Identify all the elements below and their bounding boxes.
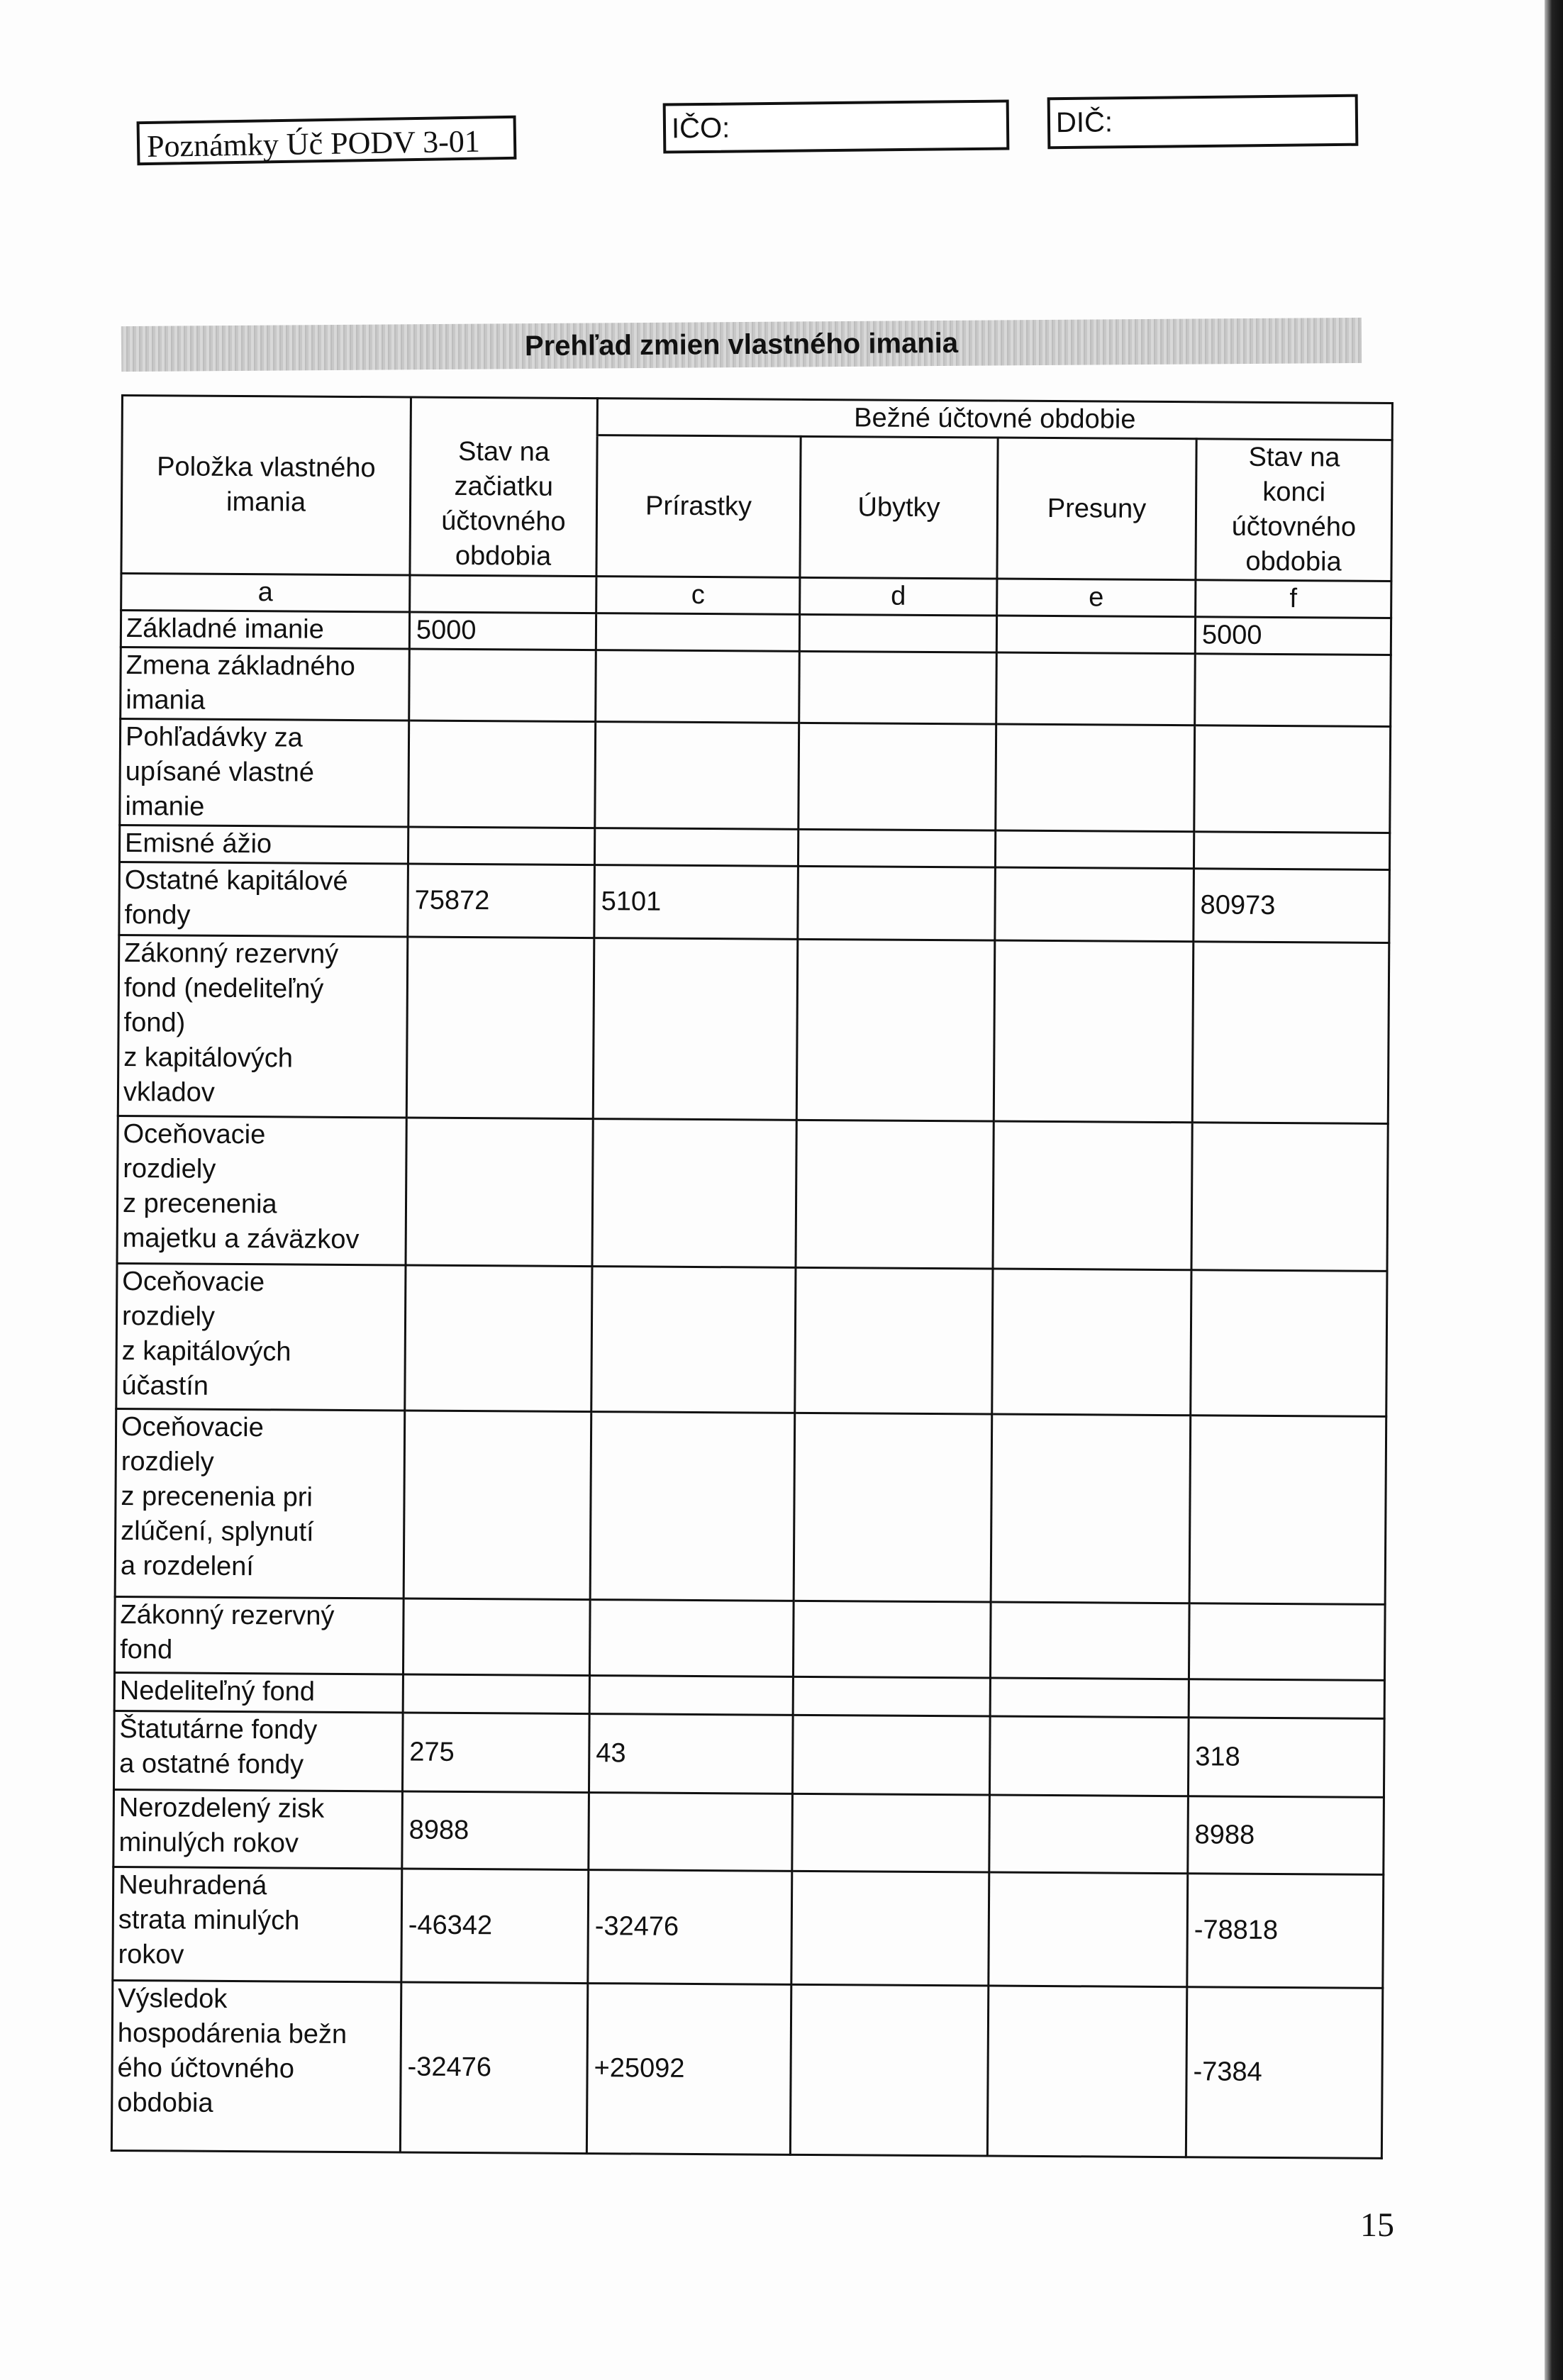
dic-field (1047, 94, 1359, 150)
table-row (121, 647, 1391, 727)
table-row (114, 1596, 1385, 1680)
cell-end (1195, 654, 1391, 727)
cell-start: 275 (402, 1713, 589, 1793)
cell-increase (589, 1793, 793, 1872)
cell-increase (595, 722, 799, 830)
form-code: Poznámky Úč PODV 3-01 (146, 123, 481, 164)
row-label: Oceňovacie rozdiely z kapitálových účastín (116, 1263, 406, 1410)
table-row (118, 935, 1389, 1123)
scan-edge (1545, 0, 1563, 2380)
cell-end: -78818 (1187, 1874, 1384, 1989)
table-row (115, 1408, 1386, 1604)
row-label: Pohľadávky za upísané vlastné imanie (120, 719, 409, 827)
cell-transfers (990, 1678, 1189, 1718)
cell-decrease (799, 723, 996, 830)
letter-b (410, 575, 596, 613)
header-transfers: Presuny (997, 438, 1196, 580)
cell-transfers (989, 1872, 1188, 1987)
cell-start (403, 1598, 590, 1676)
cell-decrease (790, 1984, 988, 2156)
letter-c: c (596, 577, 800, 615)
cell-transfers (993, 1121, 1192, 1270)
cell-start: 5000 (409, 612, 596, 650)
cell-end (1189, 1416, 1386, 1605)
page-number: 15 (1360, 2206, 1394, 2244)
cell-increase (591, 1267, 796, 1413)
cell-increase (592, 1119, 796, 1268)
cell-transfers (996, 616, 1195, 654)
cell-end (1194, 832, 1389, 870)
row-label: Základné imanie (121, 611, 409, 649)
cell-end: 80973 (1194, 869, 1390, 943)
cell-decrease (799, 614, 996, 652)
cell-transfers (996, 652, 1196, 725)
cell-decrease (796, 1120, 994, 1269)
cell-increase (589, 1600, 794, 1677)
cell-end: 5000 (1195, 617, 1391, 655)
cell-increase (594, 828, 798, 867)
cell-transfers (991, 1414, 1191, 1603)
cell-increase: 5101 (594, 865, 799, 940)
letter-a: a (121, 574, 410, 612)
table-row (117, 1116, 1388, 1271)
row-label: Nedeliteľný fond (114, 1672, 403, 1712)
cell-decrease (794, 1413, 992, 1602)
cell-increase (593, 938, 798, 1121)
table-row (113, 1867, 1384, 1988)
header-decrease: Úbytky (800, 436, 998, 579)
cell-end (1191, 1123, 1388, 1272)
cell-increase (590, 1412, 795, 1601)
cell-end (1191, 1270, 1387, 1417)
row-label: Nerozdelený zisk minulých rokov (113, 1789, 403, 1868)
cell-end: -7384 (1186, 1987, 1382, 2159)
table-row (113, 1711, 1384, 1797)
row-label: Ostatné kapitálové fondy (119, 862, 408, 936)
cell-increase: -32476 (588, 1870, 792, 1985)
cell-decrease (798, 866, 996, 940)
equity-changes-table (111, 394, 1394, 2159)
row-label: Zákonný rezervný fond (nedeliteľný fond) z kapitálových vkladov (118, 935, 408, 1117)
form-code-box (137, 116, 517, 165)
row-label: Štatutárne fondy a ostatné fondy (113, 1711, 403, 1791)
cell-increase (596, 650, 800, 723)
table-row (111, 1980, 1382, 2158)
row-label: Oceňovacie rozdiely z precenenia majetku a záväzkov (117, 1116, 406, 1264)
cell-transfers (995, 867, 1194, 942)
header-start: Stav na začiatku účtovného obdobia (410, 434, 597, 577)
section-title: Prehľad zmien vlastného imania (121, 318, 1362, 372)
cell-end: 318 (1188, 1718, 1384, 1798)
cell-end (1189, 1679, 1384, 1719)
cell-start (406, 1118, 593, 1267)
row-label: Výsledok hospodárenia bežn ého účtovného obdobia (111, 1980, 401, 2152)
cell-transfers (987, 1986, 1186, 2157)
cell-start (409, 649, 596, 722)
row-label: Zmena základného imania (121, 647, 410, 721)
cell-transfers (992, 1269, 1191, 1416)
cell-start: 75872 (408, 864, 595, 938)
cell-decrease (793, 1676, 990, 1716)
cell-decrease (792, 1794, 990, 1872)
row-label: Neuhradená strata minulých rokov (113, 1867, 402, 1981)
cell-transfers (996, 724, 1195, 832)
cell-transfers (995, 830, 1194, 869)
cell-start (405, 1265, 592, 1412)
cell-transfers (989, 1795, 1189, 1874)
cell-increase: +25092 (586, 1984, 791, 2155)
cell-decrease (796, 939, 995, 1121)
header-current-period: Bežné účtovné obdobie (597, 399, 1392, 440)
cell-start: 8988 (402, 1791, 589, 1870)
header-end: Stav na konci účtovného obdobia (1196, 439, 1392, 582)
cell-increase (589, 1676, 793, 1716)
cell-transfers (989, 1716, 1189, 1796)
cell-decrease (798, 829, 995, 867)
table-row (116, 1263, 1387, 1416)
ico-label: IČO: (671, 112, 730, 145)
dic-label: DIČ: (1055, 106, 1113, 139)
cell-start (408, 721, 596, 828)
table-row (120, 719, 1391, 833)
header-item: Položka vlastného imania (121, 396, 411, 575)
cell-decrease (795, 1267, 993, 1414)
row-label: Emisné ážio (119, 825, 408, 863)
letter-e: e (997, 579, 1196, 617)
cell-start (408, 827, 594, 865)
header-increase: Prírastky (596, 435, 801, 578)
table-row (113, 1789, 1384, 1874)
cell-end (1194, 725, 1391, 833)
row-label: Zákonný rezervný fond (114, 1596, 404, 1674)
cell-end (1189, 1603, 1385, 1681)
cell-increase: 43 (589, 1714, 793, 1794)
cell-transfers (994, 940, 1194, 1123)
row-label: Oceňovacie rozdiely z precenenia pri zlúčení, splynutí a rozdelení (115, 1408, 405, 1598)
cell-start (406, 937, 594, 1119)
cell-end: 8988 (1188, 1796, 1384, 1875)
header-blank (411, 397, 597, 435)
cell-decrease (793, 1601, 991, 1678)
ico-field (663, 99, 1010, 153)
cell-start: -32476 (400, 1982, 587, 2154)
letter-d: d (800, 577, 997, 616)
cell-decrease (791, 1871, 989, 1986)
cell-decrease (799, 651, 997, 724)
table-row (119, 862, 1390, 942)
cell-increase (596, 613, 799, 652)
cell-end (1192, 942, 1389, 1124)
cell-start (403, 1674, 589, 1714)
cell-decrease (792, 1715, 990, 1795)
cell-start: -46342 (401, 1869, 589, 1984)
cell-start (404, 1411, 591, 1600)
letter-f: f (1196, 580, 1391, 618)
cell-transfers (990, 1602, 1189, 1679)
